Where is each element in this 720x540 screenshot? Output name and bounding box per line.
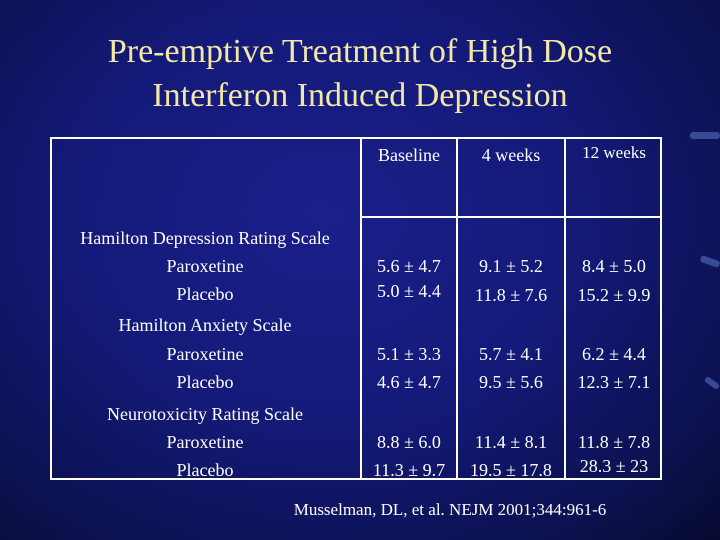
table-divider [564,137,566,480]
table-cell: 5.7 ± 4.1 [479,344,543,364]
scale-label-hamd: Hamilton Depression Rating Scale [80,228,330,248]
title-line-1: Pre-emptive Treatment of High Dose [107,33,613,70]
column-header-12-weeks: 12 weeks [582,143,646,162]
group-label-paroxetine: Paroxetine [166,256,244,276]
group-label-placebo: Placebo [176,284,234,304]
slide-title [40,30,680,118]
table-cell: 11.8 ± 7.6 [474,285,548,305]
table-cell: 8.8 ± 6.0 [377,432,441,452]
table-cell: 12.3 ± 7.1 [577,372,651,392]
table-cell: 19.5 ± 17.8 [470,460,552,480]
citation: Musselman, DL, et al. NEJM 2001;344:961-6 [293,500,607,519]
table-cell: 11.8 ± 7.8 [577,432,651,452]
table-cell: 8.4 ± 5.0 [582,256,646,276]
background-streak [699,255,720,268]
table-cell: 9.5 ± 5.6 [479,372,543,392]
table-cell: 5.6 ± 4.7 [377,256,441,276]
table-cell: 11.4 ± 8.1 [474,432,548,452]
table-divider [456,137,458,480]
table-cell: 6.2 ± 4.4 [582,344,646,364]
background-streak [690,132,720,139]
table-cell: 4.6 ± 4.7 [377,372,441,392]
scale-label-hama: Hamilton Anxiety Scale [118,315,292,335]
group-label-placebo: Placebo [176,372,234,392]
group-label-paroxetine: Paroxetine [166,432,244,452]
group-label-paroxetine: Paroxetine [166,344,244,364]
table-cell: 5.1 ± 3.3 [377,344,441,364]
title-line-2: Interferon Induced Depression [152,77,568,114]
table-cell: 9.1 ± 5.2 [479,256,543,276]
background-streak [704,376,720,390]
header-divider [360,216,662,218]
results-table [50,137,662,480]
group-label-placebo: Placebo [176,460,234,480]
scale-label-ntx: Neurotoxicity Rating Scale [107,404,303,424]
column-header-baseline: Baseline [378,145,440,165]
table-cell: 11.3 ± 9.7 [372,460,446,480]
table-cell: 5.0 ± 4.4 [377,281,441,301]
table-divider [360,137,362,480]
table-cell: 28.3 ± 23 [579,456,649,476]
column-header-4-weeks: 4 weeks [481,145,541,165]
table-cell: 15.2 ± 9.9 [577,285,651,305]
